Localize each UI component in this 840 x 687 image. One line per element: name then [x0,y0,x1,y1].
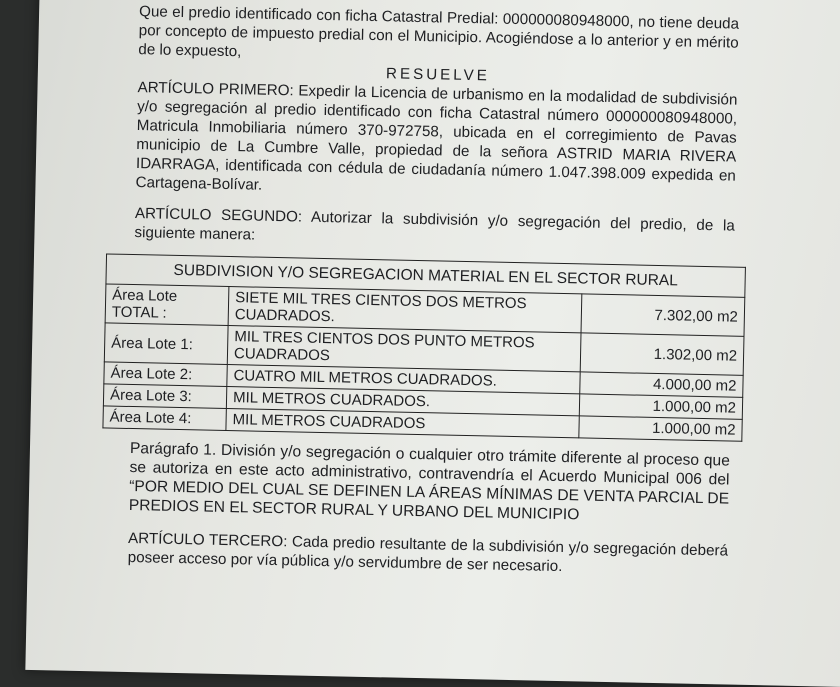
article-two: ARTÍCULO SEGUNDO: Autorizar la subdivisión y/o segregación del predio, de la siguiente manera: [134,205,735,244]
row-description: MIL TRES CIENTOS DOS PUNTO METROS CUADRADOS [227,326,581,372]
row-value: 4.000,00 m2 [580,372,743,397]
row-description: MIL METROS CUADRADOS. [226,387,579,416]
article-one: ARTÍCULO PRIMERO: Expedir la Licencia de urbanismo en la modalidad de subdivisión y/o segregación al predio identificado con ficha Catastral número 000000080948000, Matricula Inmobiliaria número 370-972758, ubicada en el corregimiento de Pavas municipio de La Cumbre Valle, propiedad de la señora ASTRID MARIA RIVERA IDARRAGA, identificada con cédula de ciudadanía número 1.047.398.009 expedida en Cartagena-Bolívar. [135,79,738,194]
row-label: Área Lote 1: [104,323,228,365]
intro-paragraph: Que el predio identificado con ficha Catastral Predial: 000000080948000, no tiene deuda por concepto de impuesto predial con el Municipio. Acogiéndose a lo anterior y en mérito de lo expuesto, [138,3,740,61]
document-page [25,0,840,687]
row-description: MIL METROS CUADRADOS [226,408,579,437]
row-label: Área Lote TOTAL : [105,284,229,326]
subdivision-table [102,253,746,441]
row-value: 7.302,00 m2 [581,294,745,336]
article-three: ARTÍCULO TERCERO: Cada predio resultante de la subdivisión y/o segregación deberá poseer acceso por vía pública y/o servidumbre de ser necesario. [127,529,729,576]
row-label: Área Lote 2: [104,362,227,387]
row-value: 1.000,00 m2 [579,394,742,419]
row-label: Área Lote 3: [103,384,226,409]
document-body [109,2,740,579]
table-header: SUBDIVISION Y/O SEGREGACION MATERIAL EN EL SECTOR RURAL [106,254,745,297]
paragraph-one: Parágrafo 1. División y/o segregación o cualquier otro trámite diferente al proceso que se autoriza en este acto administrativo, contravendría el Acuerdo Municipal 006 del “POR MEDIO DEL CUAL SE DEFINEN LA ÁREAS MÍNIMAS DE VENTA PARCIAL DE PREDIOS EN EL SECTOR RURAL Y URBANO DEL MUNICIPIO [128,439,731,524]
row-value: 1.000,00 m2 [579,416,742,441]
row-description: CUATRO MIL METROS CUADRADOS. [227,365,580,394]
row-value: 1.302,00 m2 [580,333,744,375]
resuelve-heading: RESUELVE [385,65,491,85]
row-label: Área Lote 4: [103,406,226,431]
row-description: SIETE MIL TRES CIENTOS DOS METROS CUADRADOS. [228,287,582,333]
